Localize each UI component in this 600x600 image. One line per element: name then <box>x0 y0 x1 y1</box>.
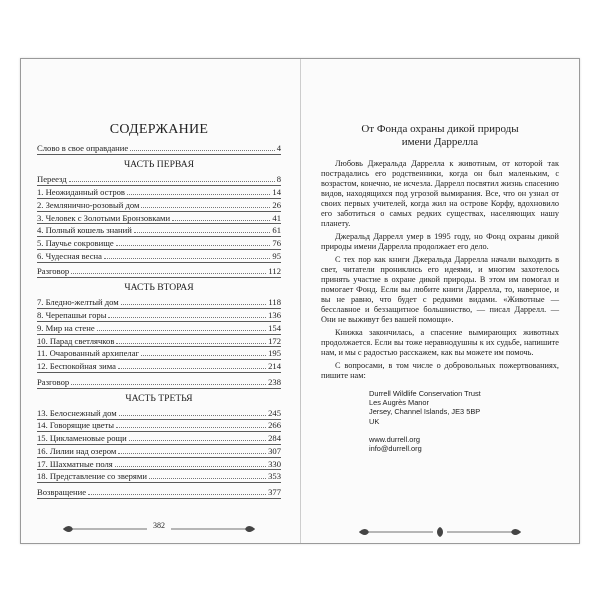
toc-entry: 15. Цикламеновые рощи 284 <box>37 433 281 444</box>
address-line: Les Augrès Manor <box>369 398 429 408</box>
note-paragraph: Любовь Джеральда Даррелла к животным, от которой так пострадались его родственники, когда он был маленьким, с возрастом, конечно, не исчезла. Даррелл посвятил жизнь спасению видов, находящихся под угрозой вымирания. Все, что он узнал от своих первых учителей, когда жил на острове Корфу, вдохновило его заботиться о самых редких существах, населяющих нашу планету. <box>321 159 559 228</box>
toc-entry-intro: Слово в свое оправдание 4 <box>37 143 281 154</box>
note-paragraph: Джеральд Даррелл умер в 1995 году, но Фонд охраны дикой природы имени Даррелла продолжает его дело. <box>321 232 559 251</box>
toc-entry: 8. Черепашьи горы 136 <box>37 310 281 321</box>
postal-address <box>369 389 559 453</box>
book-spread <box>20 58 580 544</box>
toc-part-heading: ЧАСТЬ ТРЕТЬЯ <box>125 392 193 404</box>
note-paragraph: С вопросами, в том числе о добровольных пожертвованиях, пишите нам: <box>321 361 559 380</box>
email-link: info@durrell.org <box>369 444 422 454</box>
toc-entry: 6. Чудесная весна 95 <box>37 250 281 261</box>
toc-part-heading: ЧАСТЬ ПЕРВАЯ <box>123 159 195 171</box>
page-folio-left <box>61 521 257 537</box>
address-org: Durrell Wildlife Conservation Trust <box>369 389 481 398</box>
toc-entry-closing: Разговор 238 <box>37 376 281 387</box>
page-number: 382 <box>150 521 168 531</box>
foundation-note <box>321 123 559 453</box>
address-country: UK <box>369 416 380 426</box>
website-link: www.durrell.org <box>369 434 420 444</box>
toc-entry: 13. Белоснежный дом 245 <box>37 407 281 418</box>
toc-entry: 5. Паучье сокровище 76 <box>37 237 281 248</box>
toc-entry: 16. Лилии над озером 307 <box>37 445 281 456</box>
book-gutter <box>300 59 301 543</box>
toc-entry: 1. Неожиданный остров 14 <box>37 187 281 198</box>
toc-entry: 10. Парад светлячков 172 <box>37 335 281 346</box>
toc-entry: 11. Очарованный архипелаг 195 <box>37 348 281 359</box>
toc-part-heading: ЧАСТЬ ВТОРАЯ <box>124 282 194 294</box>
note-paragraph: Книжка закончилась, а спасение вымирающих животных продолжается. Если вы тоже неравнодушны к их судьбе, напишите нам, и мы с радостью расскажем, как вы можете им помочь. <box>321 328 559 357</box>
note-title: От Фонда охраны дикой природы имени Даррелла <box>361 123 519 148</box>
toc-entry: 7. Бледно-желтый дом 118 <box>37 297 281 308</box>
toc-entry: 12. Беспокойная зима 214 <box>37 360 281 371</box>
note-paragraph: С тех пор как книги Джеральда Даррелла начали выходить в свет, читатели прониклись его идеями, и многим захотелось принять участие в охране дикой природы. В этом им помогал и помогает Фонд. Если вы любите книги Даррелла, то, наверное, и вы не равно, что будет с редкими видами. «Животные — бесславное и беззащитное большинство, — писал Даррелл. — Они не выживут без вашей помощи». <box>321 255 559 324</box>
toc-entry-closing: Возвращение 377 <box>37 486 281 497</box>
toc-entry: 18. Представление со зверями 353 <box>37 471 281 482</box>
ornament-flourish-icon <box>355 525 525 539</box>
toc-title: СОДЕРЖАНИЕ <box>109 122 209 137</box>
address-line: Jersey, Channel Islands, JE3 5BP <box>369 407 481 417</box>
toc-entry: 3. Человек с Золотыми Бронзовками 41 <box>37 212 281 223</box>
toc-entry: Переезд 8 <box>37 174 281 185</box>
toc-entry-closing: Разговор 112 <box>37 266 281 277</box>
toc-entry: 9. Мир на стене 154 <box>37 322 281 333</box>
toc-entry: 4. Полный кошель знаний 61 <box>37 225 281 236</box>
toc-entry: 17. Шахматные поля 330 <box>37 458 281 469</box>
toc-entry: 14. Говорящие цветы 266 <box>37 420 281 431</box>
table-of-contents <box>37 122 281 500</box>
toc-entry: 2. Землянично-розовый дом 26 <box>37 199 281 210</box>
